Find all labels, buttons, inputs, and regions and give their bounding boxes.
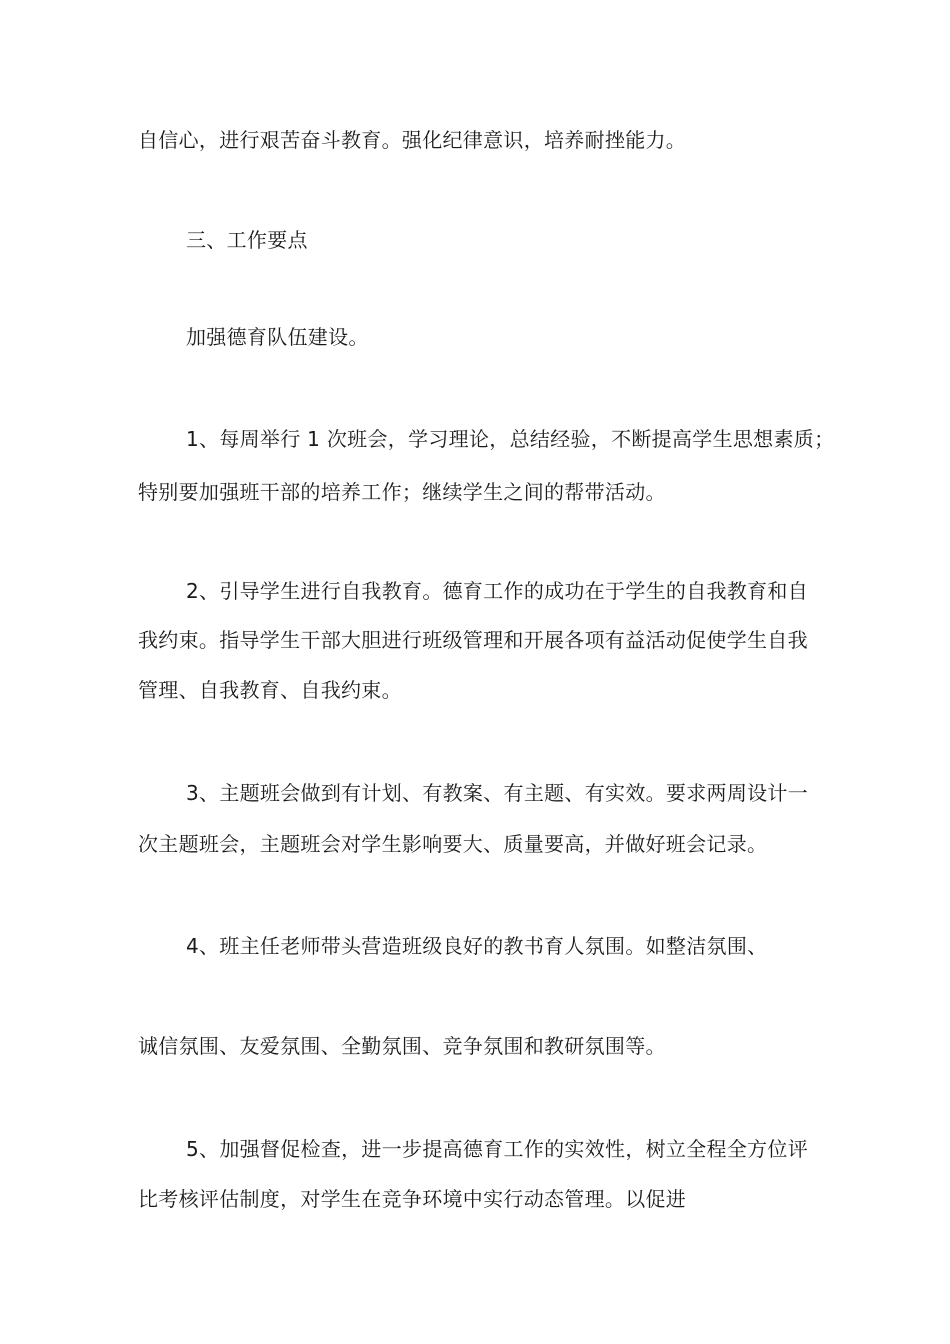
paragraph-line: 5、加强督促检查，进一步提高德育工作的实效性，树立全程全方位评	[186, 1137, 809, 1161]
paragraph-line: 3、主题班会做到有计划、有教案、有主题、有实效。要求两周设计一	[186, 781, 809, 805]
paragraph-line: 4、班主任老师带头营造班级良好的教书育人氛围。如整洁氛围、	[186, 934, 768, 958]
paragraph-line: 2、引导学生进行自我教育。德育工作的成功在于学生的自我教育和自	[186, 579, 809, 603]
paragraph-line: 1、每周举行 1 次班会，学习理论，总结经验，不断提高学生思想素质；	[186, 427, 835, 451]
paragraph-line: 特别要加强班干部的培养工作；继续学生之间的帮带活动。	[138, 480, 666, 504]
paragraph-line: 我约束。指导学生干部大胆进行班级管理和开展各项有益活动促使学生自我	[138, 628, 808, 652]
section-heading: 三、工作要点	[186, 228, 308, 252]
paragraph-line: 自信心，进行艰苦奋斗教育。强化纪律意识，培养耐挫能力。	[138, 128, 687, 152]
paragraph-line: 次主题班会，主题班会对学生影响要大、质量要高，并做好班会记录。	[138, 832, 768, 856]
paragraph-line: 加强德育队伍建设。	[186, 325, 369, 349]
paragraph-line: 诚信氛围、友爱氛围、全勤氛围、竞争氛围和教研氛围等。	[138, 1034, 666, 1058]
paragraph-line: 管理、自我教育、自我约束。	[138, 678, 402, 702]
paragraph-line: 比考核评估制度，对学生在竞争环境中实行动态管理。以促进	[138, 1187, 687, 1211]
